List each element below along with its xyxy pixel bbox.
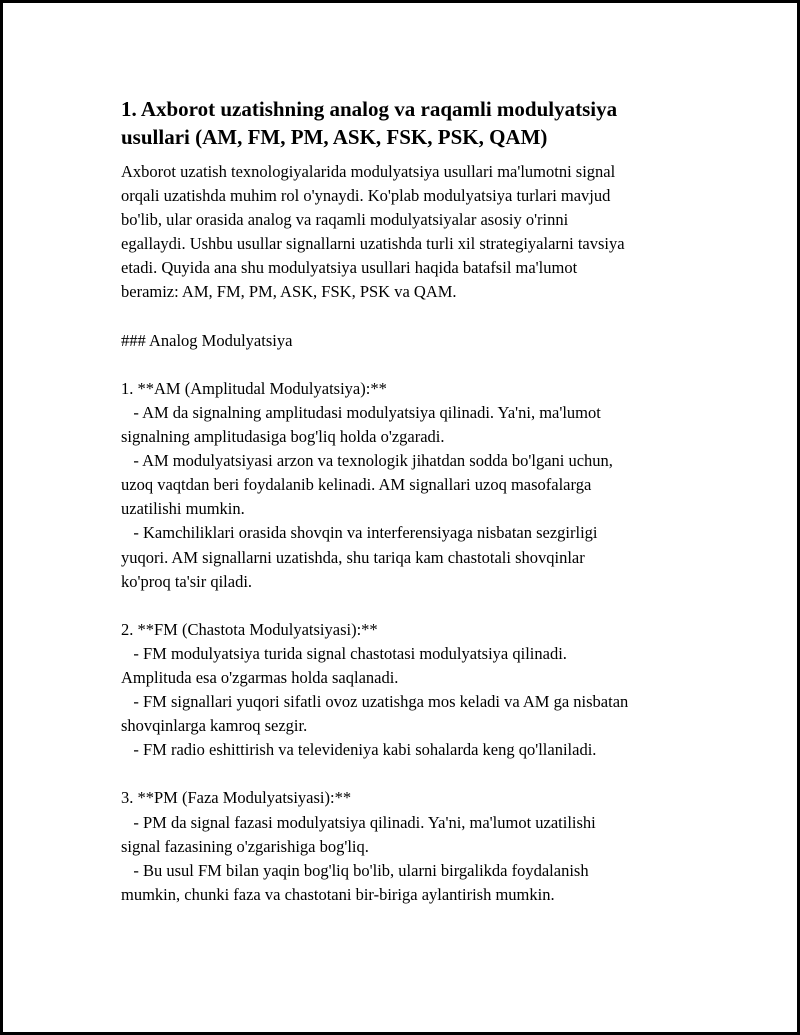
am-section bbox=[121, 377, 721, 594]
section-heading: ### Analog Modulyatsiya bbox=[121, 330, 293, 350]
pm-line: mumkin, chunki faza va chastotani bir-biriga aylantirish mumkin. bbox=[121, 884, 555, 904]
am-line: signalning amplitudasiga bog'liq holda o'zgaradi. bbox=[121, 427, 445, 447]
am-line: ko'proq ta'sir qiladi. bbox=[121, 571, 253, 591]
fm-line: - FM signallari yuqori sifatli ovoz uzatishga mos keladi va AM ga nisbatan bbox=[121, 692, 629, 712]
pm-line: signal fazasining o'zgarishiga bog'liq. bbox=[121, 836, 369, 856]
am-line: uzatilishi mumkin. bbox=[121, 499, 245, 519]
pm-line: - Bu usul FM bilan yaqin bog'liq bo'lib, ularni birgalikda foydalanish bbox=[121, 860, 589, 880]
fm-line: - FM radio eshittirish va televideniya kabi sohalarda keng qo'llaniladi. bbox=[121, 740, 597, 760]
pm-section bbox=[121, 786, 721, 906]
intro-line: egallaydi. Ushbu usullar signallarni uzatishda turli xil strategiyalarni tavsiya bbox=[121, 234, 625, 254]
am-line: - AM da signalning amplitudasi modulyatsiya qilinadi. Ya'ni, ma'lumot bbox=[121, 402, 601, 422]
intro-line: bo'lib, ular orasida analog va raqamli modulyatsiyalar asosiy o'rinni bbox=[121, 210, 569, 230]
intro-line: etadi. Quyida ana shu modulyatsiya usullari haqida batafsil ma'lumot bbox=[121, 258, 578, 278]
pm-line: - PM da signal fazasi modulyatsiya qilinadi. Ya'ni, ma'lumot uzatilishi bbox=[121, 812, 596, 832]
spacer bbox=[121, 353, 721, 377]
am-line: - AM modulyatsiyasi arzon va texnologik jihatdan sodda bo'lgani uchun, bbox=[121, 451, 613, 471]
fm-section bbox=[121, 618, 721, 763]
am-line: yuqori. AM signallarni uzatishda, shu tariqa kam chastotali shovqinlar bbox=[121, 547, 585, 567]
fm-line: - FM modulyatsiya turida signal chastotasi modulyatsiya qilinadi. bbox=[121, 643, 567, 663]
fm-heading: 2. **FM (Chastota Modulyatsiyasi):** bbox=[121, 619, 378, 639]
intro-line: orqali uzatishda muhim rol o'ynaydi. Ko'plab modulyatsiya turlari mavjud bbox=[121, 186, 611, 206]
title-line: usullari (AM, FM, PM, ASK, FSK, PSK, QAM) bbox=[121, 125, 548, 149]
am-line: - Kamchiliklari orasida shovqin va interferensiyaga nisbatan sezgirligi bbox=[121, 523, 598, 543]
title-line: 1. Axborot uzatishning analog va raqamli modulyatsiya bbox=[121, 97, 618, 121]
document-content bbox=[121, 95, 721, 907]
fm-line: Amplituda esa o'zgarmas holda saqlanadi. bbox=[121, 667, 399, 687]
intro-line: beramiz: AM, FM, PM, ASK, FSK, PSK va QAM. bbox=[121, 282, 457, 302]
spacer bbox=[121, 762, 721, 786]
am-line: uzoq vaqtdan beri foydalanib kelinadi. AM signallari uzoq masofalarga bbox=[121, 475, 592, 495]
am-heading: 1. **AM (Amplitudal Modulyatsiya):** bbox=[121, 378, 387, 398]
intro-line: Axborot uzatish texnologiyalarida modulyatsiya usullari ma'lumotni signal bbox=[121, 162, 616, 181]
spacer bbox=[121, 305, 721, 329]
spacer bbox=[121, 594, 721, 618]
pm-heading: 3. **PM (Faza Modulyatsiyasi):** bbox=[121, 788, 352, 808]
intro-paragraph bbox=[121, 160, 721, 305]
document-title bbox=[121, 95, 721, 151]
fm-line: shovqinlarga kamroq sezgir. bbox=[121, 716, 308, 736]
